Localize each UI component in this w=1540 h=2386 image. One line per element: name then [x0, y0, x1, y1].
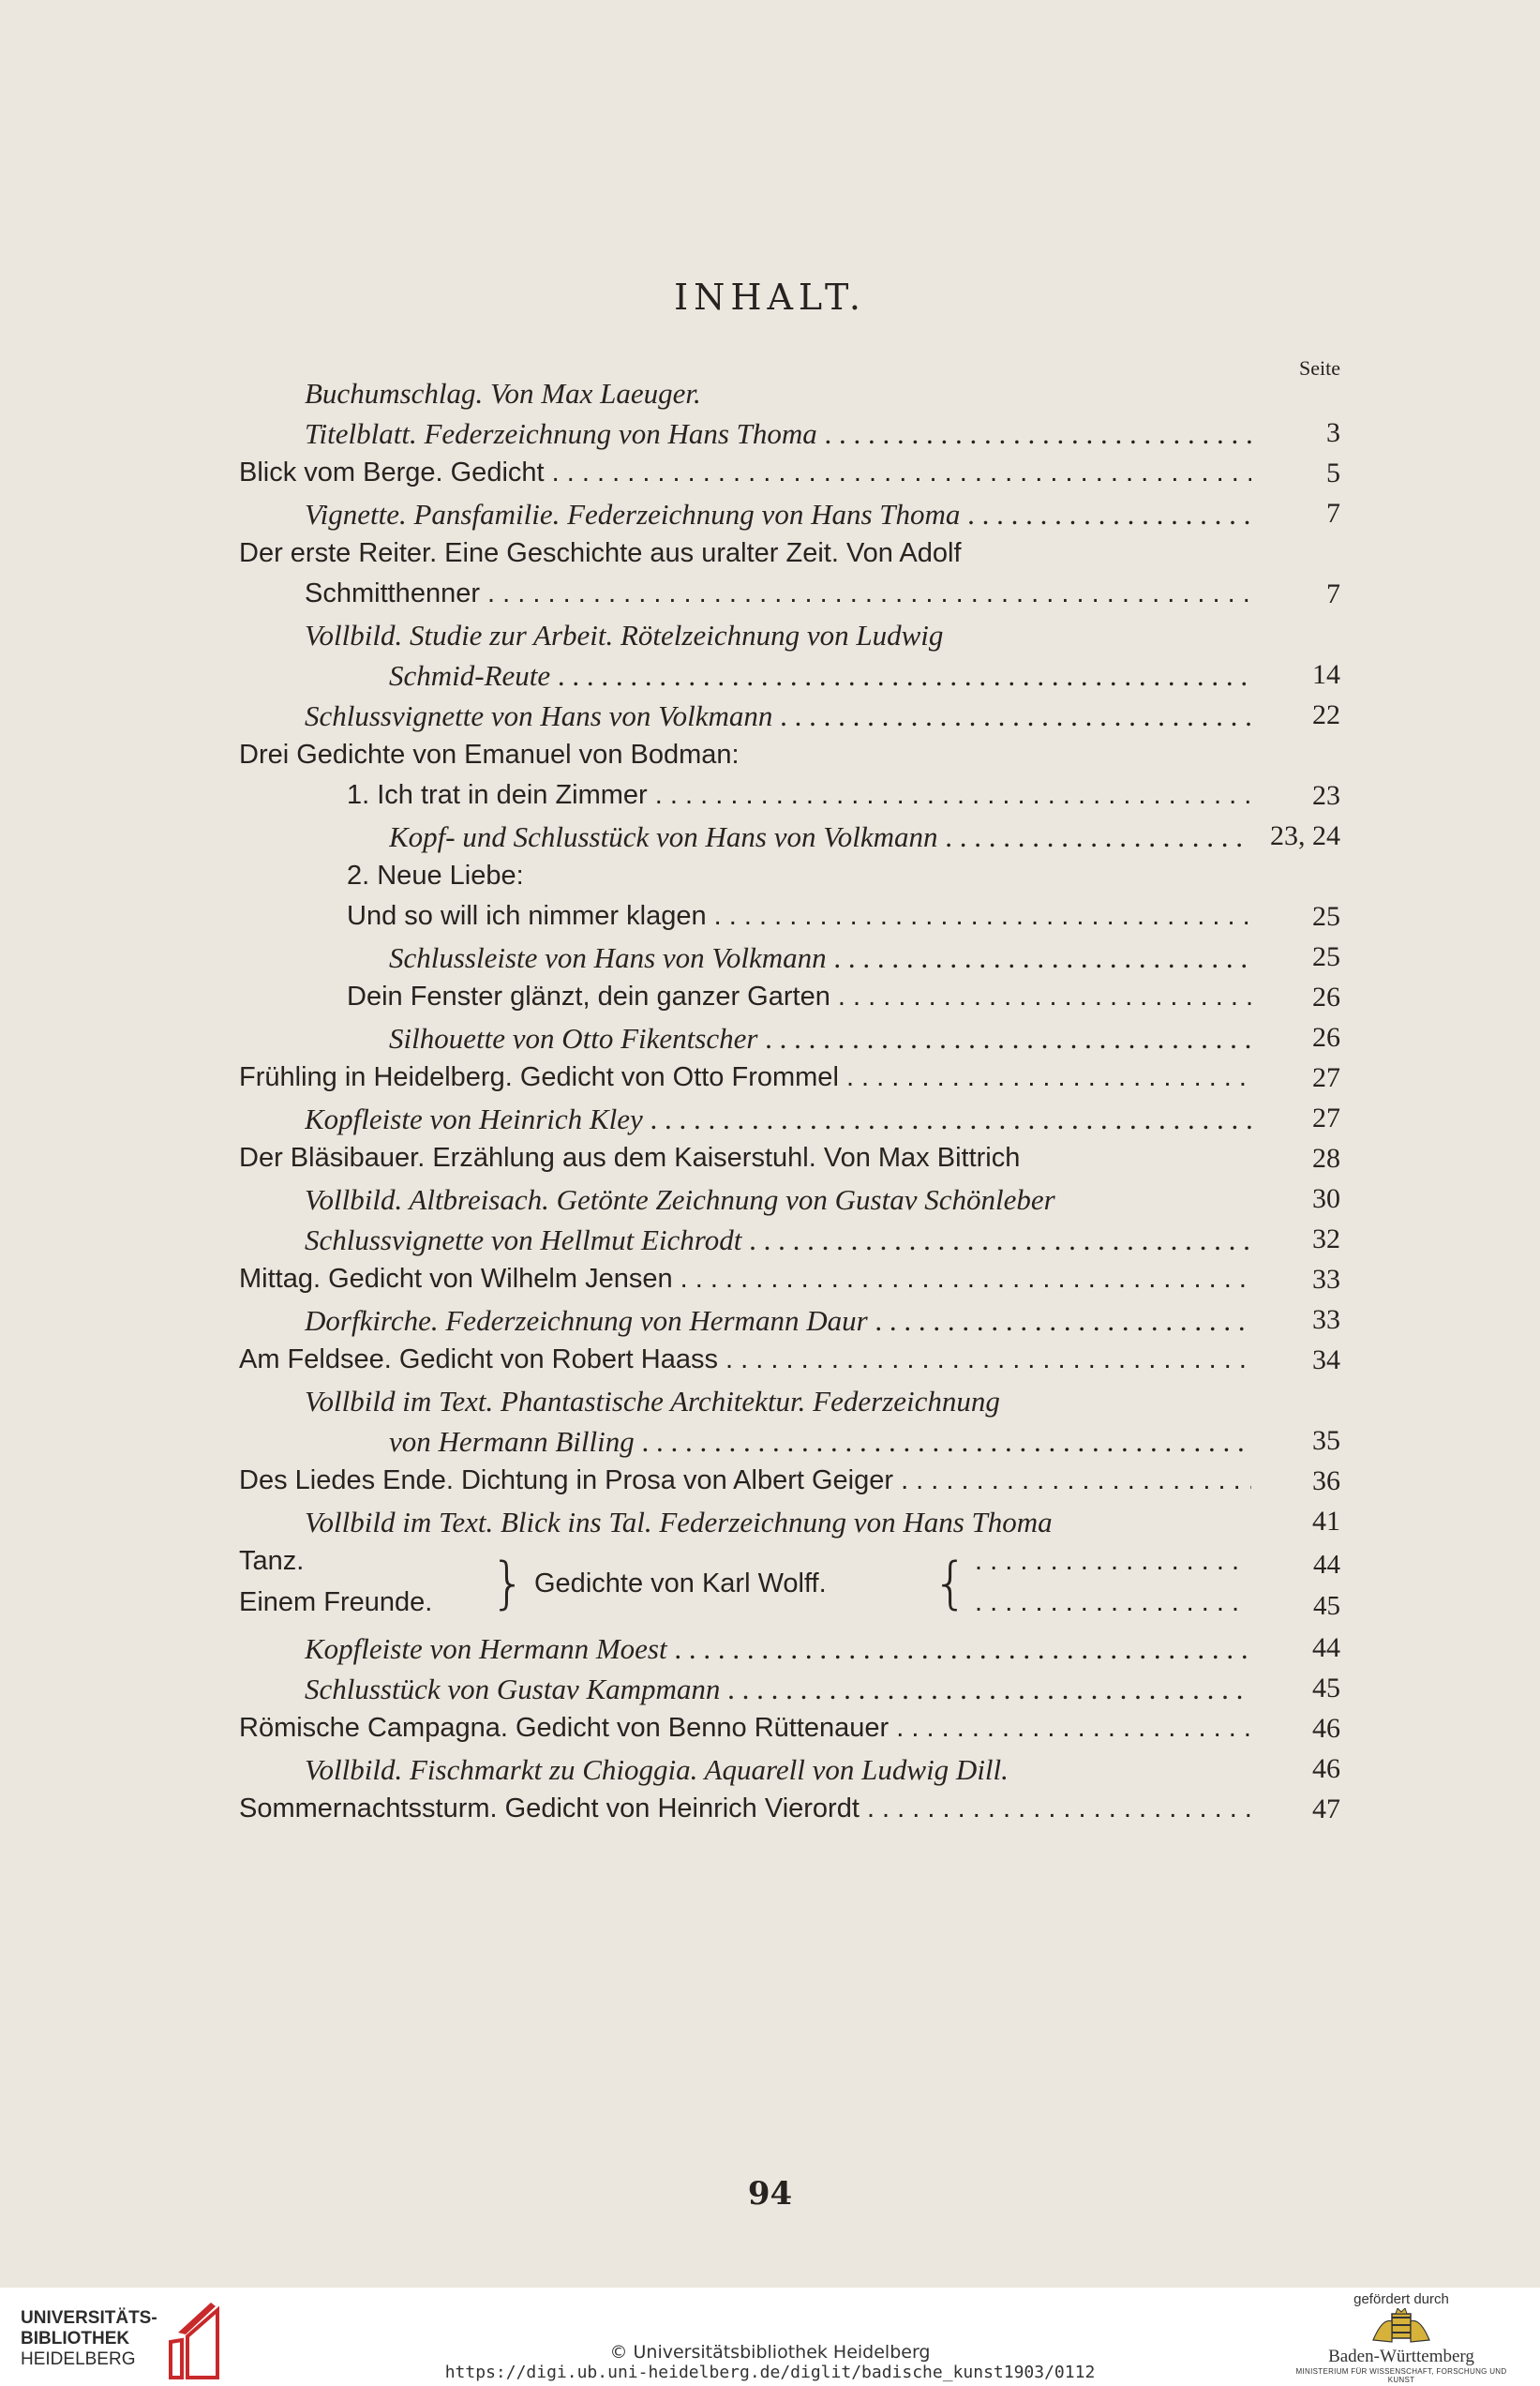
coat-of-arms-icon [1364, 2308, 1439, 2349]
toc-entry-page: 46 [1312, 1713, 1340, 1744]
source-url-link[interactable]: https://digi.ub.uni-heidelberg.de/diglit/badische_kunst1903/0112 [444, 2363, 1096, 2382]
brace-right-icon: { [933, 1551, 969, 1616]
toc-entry [239, 736, 1340, 776]
toc-entry [239, 1421, 1340, 1462]
toc-entry-title: Der erste Reiter. Eine Geschichte aus uralter Zeit. Von Adolf [239, 538, 962, 568]
toc-entry-page: 45 [1312, 1673, 1340, 1703]
toc-entry [239, 1260, 1340, 1300]
toc-entry-title: Dein Fenster glänzt, dein ganzer Garten . . . [347, 982, 1251, 1013]
toc-entry [239, 776, 1340, 817]
toc-entry-page: 36 [1312, 1465, 1340, 1496]
toc-entry [239, 1709, 1340, 1749]
toc-entry-page: 41 [1312, 1506, 1340, 1537]
toc-entry-title: Drei Gedichte von Emanuel von Bodman: [239, 740, 740, 770]
toc-entry-page: 32 [1312, 1223, 1340, 1254]
toc-entry-title: Schlusstück von Gustav Kampmann . . . [305, 1673, 1251, 1706]
toc-entry-page: 23 [1312, 780, 1340, 811]
toc-entry [239, 1099, 1340, 1139]
toc-entry-title: Vollbild. Studie zur Arbeit. Rötelzeichnung von Ludwig [305, 619, 944, 652]
toc-entry-title: Sommernachtssturm. Gedicht von Heinrich Vierordt . . . [239, 1793, 1251, 1824]
toc-entry-title: Kopfleiste von Heinrich Kley . . . [305, 1103, 1251, 1136]
toc-entry-page: 34 [1312, 1344, 1340, 1375]
dot-leader: . . . . . . . . . . . . . . . . . . [975, 1546, 1239, 1576]
toc-brace-group [239, 1546, 1340, 1628]
toc-entry-title: Schlussvignette von Hans von Volkmann . . . [305, 699, 1251, 733]
brace-left-icon: } [490, 1551, 527, 1616]
toc-entry [239, 1341, 1340, 1381]
toc-entry-title: Vignette. Pansfamilie. Federzeichnung von Hans Thoma . . . [305, 498, 1251, 532]
toc-entry-page: 33 [1312, 1264, 1340, 1295]
toc-entry-title: Vollbild im Text. Blick ins Tal. Federzeichnung von Hans Thoma [305, 1506, 1053, 1538]
toc-entry-title: Römische Campagna. Gedicht von Benno Rüttenauer . . . [239, 1713, 1251, 1744]
toc-entry [239, 1300, 1340, 1341]
toc-entry-page: 25 [1312, 941, 1340, 972]
toc-entry [239, 1502, 1340, 1542]
toc-entry [239, 413, 1340, 454]
toc-entry-title: Silhouette von Otto Fikentscher . . . [389, 1022, 1251, 1056]
copyright-text: © Universitätsbibliothek Heidelberg [609, 2342, 931, 2363]
toc-entry-page: 5 [1326, 458, 1340, 488]
toc-entry-page: 28 [1312, 1143, 1340, 1174]
toc-entry [239, 1628, 1340, 1669]
toc-entry [239, 1381, 1340, 1421]
toc-entry-title: Dorfkirche. Federzeichnung von Hermann Daur . . . [305, 1304, 1251, 1338]
toc-entry-title: Mittag. Gedicht von Wilhelm Jensen . . . [239, 1264, 1251, 1295]
toc-entry [239, 1018, 1340, 1058]
toc-entry-title: 2. Neue Liebe: [347, 861, 524, 891]
sponsor-ministry: MINISTERIUM FÜR WISSENSCHAFT, FORSCHUNG UND KUNST [1295, 2367, 1507, 2384]
toc-entry [239, 494, 1340, 534]
brace-line-1: Tanz. [239, 1546, 305, 1576]
brace-page-1: 44 [1313, 1550, 1340, 1580]
toc-entry-title: Und so will ich nimmer klagen . . . [347, 901, 1251, 932]
toc-entry-page: 47 [1312, 1793, 1340, 1824]
toc-entry-title: Vollbild im Text. Phantastische Architektur. Federzeichnung [305, 1385, 1000, 1418]
toc-entry-page: 27 [1312, 1062, 1340, 1093]
library-name-line1: UNIVERSITÄTS- [21, 2308, 157, 2328]
toc-entry-page: 23, 24 [1270, 820, 1340, 851]
dot-leader: . . . . . . . . . . . . . . . . . . [975, 1587, 1239, 1617]
toc-entry-title: Des Liedes Ende. Dichtung in Prosa von Albert Geiger . . . [239, 1465, 1251, 1496]
toc-entry [239, 454, 1340, 494]
library-name-line2: BIBLIOTHEK [21, 2329, 130, 2348]
toc-entry-page: 7 [1326, 498, 1340, 529]
library-name-line3: HEIDELBERG [21, 2349, 136, 2369]
toc-entry-page: 7 [1326, 578, 1340, 609]
toc-entry [239, 373, 1340, 413]
page-number: 94 [747, 2175, 793, 2213]
toc-entry [239, 534, 1340, 575]
toc-entry [239, 615, 1340, 655]
toc-entry [239, 696, 1340, 736]
brace-page-2: 45 [1313, 1591, 1340, 1621]
toc-entry [239, 938, 1340, 978]
toc-entry-title: Blick vom Berge. Gedicht . . . [239, 458, 1251, 488]
toc-entries-after [239, 1628, 1340, 1830]
toc-entry-title: Kopf- und Schlusstück von Hans von Volkmann . . . [389, 820, 1251, 854]
toc-entry-title: Vollbild. Altbreisach. Getönte Zeichnung von Gustav Schönleber [305, 1183, 1055, 1216]
toc-entry-title: Buchumschlag. Von Max Laeuger. [305, 377, 701, 410]
toc-entry [239, 1790, 1340, 1830]
toc-entry-page: 30 [1312, 1183, 1340, 1214]
toc-entry [239, 575, 1340, 615]
toc-entry-title: Kopfleiste von Hermann Moest . . . [305, 1632, 1251, 1666]
toc-entry [239, 857, 1340, 897]
toc-entry-title: Der Bläsibauer. Erzählung aus dem Kaiserstuhl. Von Max Bittrich [239, 1143, 1021, 1173]
toc-entry-page: 25 [1312, 901, 1340, 932]
toc-entry-page: 27 [1312, 1103, 1340, 1133]
toc-entry-page: 22 [1312, 699, 1340, 730]
toc-entry [239, 897, 1340, 938]
toc-entry [239, 1220, 1340, 1260]
toc-entry-title: Schlussvignette von Hellmut Eichrodt . . . [305, 1223, 1251, 1257]
toc-entry-title: Schmid-Reute . . . [389, 659, 1251, 693]
toc-entry [239, 1462, 1340, 1502]
toc-entry-page: 14 [1312, 659, 1340, 690]
toc-entry-page: 44 [1312, 1632, 1340, 1663]
toc-entry [239, 978, 1340, 1018]
toc-entry-page: 46 [1312, 1753, 1340, 1784]
sponsor-label: gefördert durch [1353, 2291, 1449, 2307]
toc-entry-page: 3 [1326, 417, 1340, 448]
toc-entry-page: 26 [1312, 982, 1340, 1013]
sponsor-name: Baden-Württemberg [1328, 2347, 1474, 2366]
toc-entry [239, 1139, 1340, 1179]
brace-middle-text: Gedichte von Karl Wolff. [534, 1568, 827, 1598]
toc-entry [239, 1179, 1340, 1220]
toc-entry-title: 1. Ich trat in dein Zimmer . . . [347, 780, 1251, 811]
toc-entry-title: von Hermann Billing . . . [389, 1425, 1251, 1459]
toc-entry [239, 1669, 1340, 1709]
toc-entry-title: Titelblatt. Federzeichnung von Hans Thoma . . . [305, 417, 1251, 451]
brace-line-2: Einem Freunde. [239, 1587, 433, 1617]
table-of-contents [239, 373, 1340, 1830]
toc-entry-title: Schlussleiste von Hans von Volkmann . . . [389, 941, 1251, 975]
toc-entry [239, 817, 1340, 857]
toc-entry [239, 1749, 1340, 1790]
toc-entry-title: Frühling in Heidelberg. Gedicht von Otto Frommel . . . [239, 1062, 1251, 1093]
toc-entry-title: Vollbild. Fischmarkt zu Chioggia. Aquarell von Ludwig Dill. [305, 1753, 1009, 1786]
toc-entry-title: Schmitthenner . . . [305, 578, 1251, 609]
toc-entry-page: 26 [1312, 1022, 1340, 1053]
toc-entry [239, 1058, 1340, 1099]
toc-entry-page: 35 [1312, 1425, 1340, 1456]
page-title: INHALT. [674, 277, 866, 318]
toc-entry-title: Am Feldsee. Gedicht von Robert Haass . . . [239, 1344, 1251, 1375]
toc-entry [239, 655, 1340, 696]
toc-entries [239, 373, 1340, 1542]
seite-label: Seite [1299, 356, 1340, 380]
toc-entry-page: 33 [1312, 1304, 1340, 1335]
